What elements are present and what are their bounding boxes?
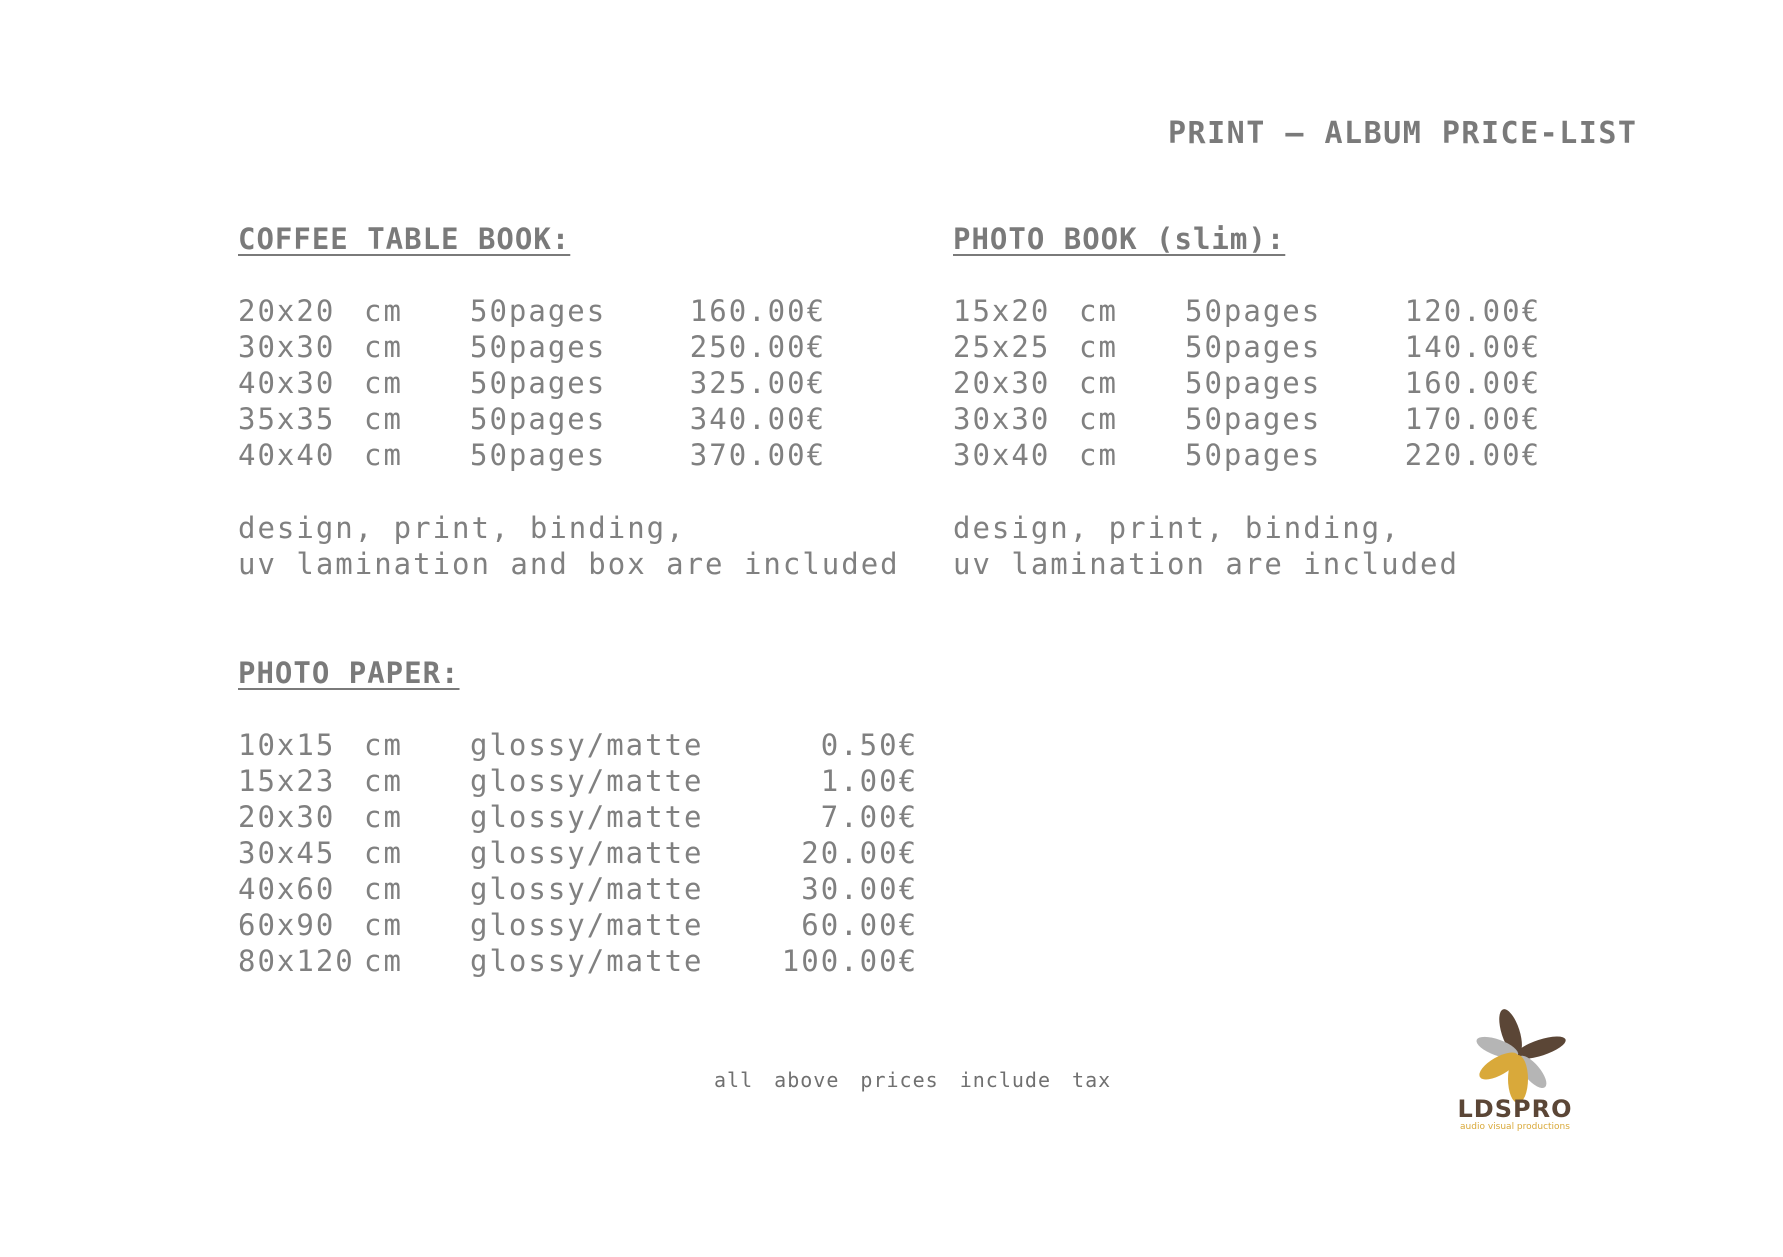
pages: 50pages [470,366,607,400]
pages: 50pages [1185,366,1322,400]
list-item [238,800,918,836]
pages: 50pages [1185,402,1322,436]
price: 140.00€ [1404,330,1541,364]
price: 170.00€ [1404,402,1541,436]
list-item [238,836,918,872]
price: 30.00€ [801,872,918,906]
finish: glossy/matte [470,944,704,978]
size: 20x20 [238,294,336,328]
size: 10x15 [238,728,336,762]
pages: 50pages [470,438,607,472]
list-item [238,728,918,764]
unit: cm [364,438,403,472]
list-item [238,330,838,366]
coffee-table-book-note-line2: uv lamination and box are included [238,547,900,581]
unit: cm [1079,402,1118,436]
list-item [238,366,838,402]
unit: cm [1079,330,1118,364]
price: 160.00€ [689,294,826,328]
unit: cm [1079,438,1118,472]
photo-paper-heading: PHOTO PAPER: [238,656,460,690]
price: 340.00€ [689,402,826,436]
unit: cm [364,294,403,328]
logo-tagline: audio visual productions [1460,1122,1570,1132]
list-item [953,294,1553,330]
size: 20x30 [953,366,1051,400]
size: 15x23 [238,764,336,798]
logo-wordmark: LDSPRO [1457,1095,1573,1123]
photo-book-heading: PHOTO BOOK (slim): [953,222,1286,256]
size: 15x20 [953,294,1051,328]
pages: 50pages [1185,330,1322,364]
unit: cm [364,836,403,870]
list-item [953,402,1553,438]
unit: cm [364,800,403,834]
page-title: PRINT – ALBUM PRICE-LIST [1168,116,1638,151]
price: 20.00€ [801,836,918,870]
pages: 50pages [470,402,607,436]
unit: cm [364,764,403,798]
unit: cm [364,728,403,762]
unit: cm [364,330,403,364]
price: 325.00€ [689,366,826,400]
size: 30x45 [238,836,336,870]
size: 40x40 [238,438,336,472]
list-item [953,438,1553,474]
photo-book-note-line2: uv lamination are included [953,547,1459,581]
price: 0.50€ [820,728,918,762]
list-item [238,944,918,980]
finish: glossy/matte [470,908,704,942]
list-item [238,764,918,800]
unit: cm [364,944,403,978]
price: 60.00€ [801,908,918,942]
list-item [238,908,918,944]
price: 250.00€ [689,330,826,364]
size: 25x25 [953,330,1051,364]
size: 30x30 [238,330,336,364]
finish: glossy/matte [470,872,704,906]
size: 30x30 [953,402,1051,436]
finish: glossy/matte [470,800,704,834]
price: 7.00€ [820,800,918,834]
list-item [238,872,918,908]
pages: 50pages [470,330,607,364]
unit: cm [364,908,403,942]
price: 120.00€ [1404,294,1541,328]
list-item [953,330,1553,366]
finish: glossy/matte [470,764,704,798]
price: 220.00€ [1404,438,1541,472]
price: 1.00€ [820,764,918,798]
size: 35x35 [238,402,336,436]
list-item [238,438,838,474]
finish: glossy/matte [470,836,704,870]
unit: cm [364,402,403,436]
size: 20x30 [238,800,336,834]
pages: 50pages [1185,438,1322,472]
price: 100.00€ [781,944,918,978]
coffee-table-book-heading: COFFEE TABLE BOOK: [238,222,571,256]
unit: cm [1079,294,1118,328]
photo-book-note-line1: design, print, binding, [953,511,1401,545]
pages: 50pages [470,294,607,328]
list-item [953,366,1553,402]
size: 40x30 [238,366,336,400]
list-item [238,294,838,330]
unit: cm [364,366,403,400]
list-item [238,402,838,438]
pages: 50pages [1185,294,1322,328]
size: 80x120 [238,944,355,978]
size: 30x40 [953,438,1051,472]
unit: cm [1079,366,1118,400]
unit: cm [364,872,403,906]
price: 160.00€ [1404,366,1541,400]
price: 370.00€ [689,438,826,472]
size: 40x60 [238,872,336,906]
finish: glossy/matte [470,728,704,762]
size: 60x90 [238,908,336,942]
tax-footnote: all above prices include tax [714,1068,1112,1092]
coffee-table-book-note-line1: design, print, binding, [238,511,686,545]
